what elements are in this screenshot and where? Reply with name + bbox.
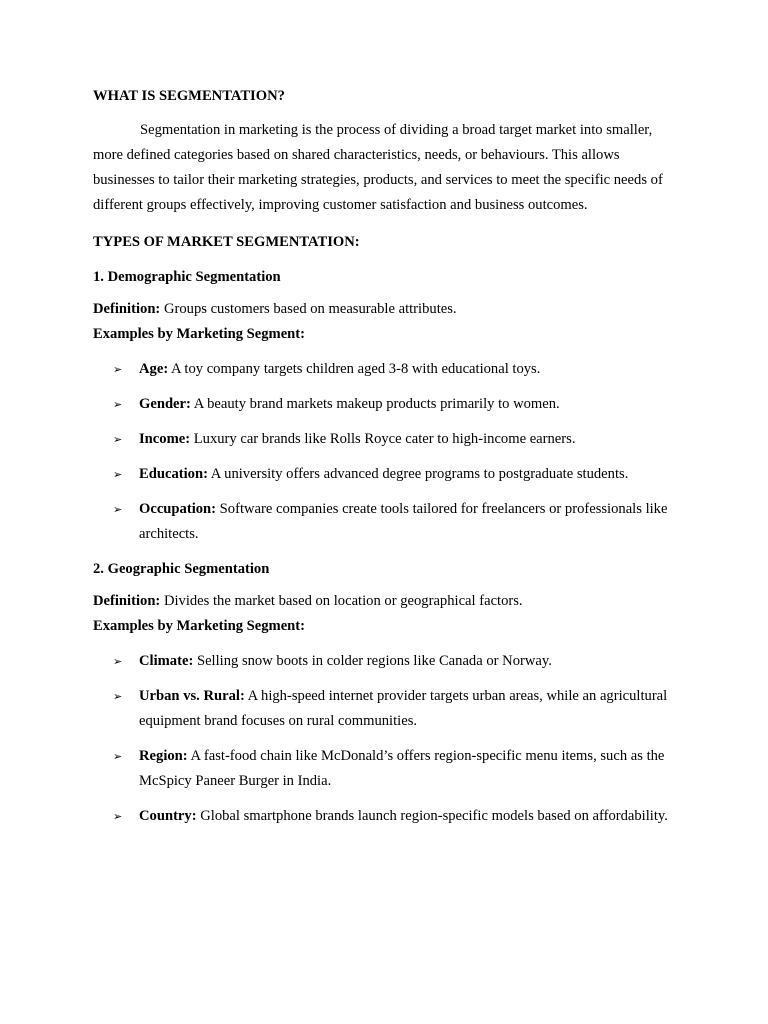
definition-line	[93, 297, 683, 322]
arrow-bullet-icon: ➢	[113, 750, 123, 763]
page-title: WHAT IS SEGMENTATION?	[93, 88, 285, 104]
definition-text: Groups customers based on measurable attributes.	[160, 301, 457, 317]
item-label: Country:	[139, 808, 197, 824]
arrow-bullet-icon: ➢	[113, 433, 123, 446]
definition-text: Divides the market based on location or geographical factors.	[160, 593, 523, 609]
item-text: Software companies create tools tailored for freelancers or professionals like architects.	[139, 501, 668, 542]
list-item	[93, 427, 683, 452]
definition-label: Definition:	[93, 301, 161, 317]
list-item	[93, 462, 683, 487]
item-label: Education:	[139, 466, 208, 482]
item-label: Income:	[139, 431, 191, 447]
arrow-bullet-icon: ➢	[113, 503, 123, 516]
section-title: 1. Demographic Segmentation	[93, 269, 281, 285]
item-text: A fast-food chain like McDonald’s offers region-specific menu items, such as the McSpicy Paneer Burger in India.	[139, 748, 665, 789]
examples-heading: Examples by Marketing Segment:	[93, 618, 306, 634]
intro-paragraph: Segmentation in marketing is the process of dividing a broad target market into smaller, more defined categories based on shared characteristics, needs, or behaviours. This allows businesses to tailor their marketing strategies, products, and services to meet the specific needs of different groups effectively, improving customer satisfaction and business outcomes.	[93, 122, 663, 213]
section-title: 2. Geographic Segmentation	[93, 561, 270, 577]
definition-line	[93, 589, 683, 614]
document-page	[93, 86, 683, 829]
list-item	[93, 392, 683, 417]
arrow-bullet-icon: ➢	[113, 690, 123, 703]
item-text: A high-speed internet provider targets urban areas, while an agricultural equipment brand focuses on rural communities.	[139, 688, 668, 729]
item-label: Urban vs. Rural:	[139, 688, 245, 704]
arrow-bullet-icon: ➢	[113, 810, 123, 823]
example-list	[93, 649, 683, 829]
list-item	[93, 649, 683, 674]
item-label: Climate:	[139, 653, 194, 669]
types-heading: TYPES OF MARKET SEGMENTATION:	[93, 234, 360, 250]
list-item	[93, 497, 683, 547]
list-item	[93, 684, 683, 734]
item-text: Global smartphone brands launch region-specific models based on affordability.	[196, 808, 668, 824]
section-geographic	[93, 559, 683, 829]
item-label: Occupation:	[139, 501, 217, 517]
item-text: A university offers advanced degree programs to postgraduate students.	[207, 466, 629, 482]
item-text: A toy company targets children aged 3-8 with educational toys.	[168, 361, 541, 377]
arrow-bullet-icon: ➢	[113, 468, 123, 481]
arrow-bullet-icon: ➢	[113, 398, 123, 411]
example-list	[93, 357, 683, 547]
item-label: Gender:	[139, 396, 191, 412]
item-text: A beauty brand markets makeup products primarily to women.	[190, 396, 560, 412]
item-text: Luxury car brands like Rolls Royce cater to high-income earners.	[190, 431, 576, 447]
definition-label: Definition:	[93, 593, 161, 609]
list-item	[93, 744, 683, 794]
list-item	[93, 804, 683, 829]
item-label: Region:	[139, 748, 188, 764]
list-item	[93, 357, 683, 382]
arrow-bullet-icon: ➢	[113, 655, 123, 668]
examples-heading: Examples by Marketing Segment:	[93, 326, 306, 342]
arrow-bullet-icon: ➢	[113, 363, 123, 376]
item-text: Selling snow boots in colder regions like Canada or Norway.	[193, 653, 552, 669]
section-demographic	[93, 267, 683, 547]
item-label: Age:	[139, 361, 169, 377]
